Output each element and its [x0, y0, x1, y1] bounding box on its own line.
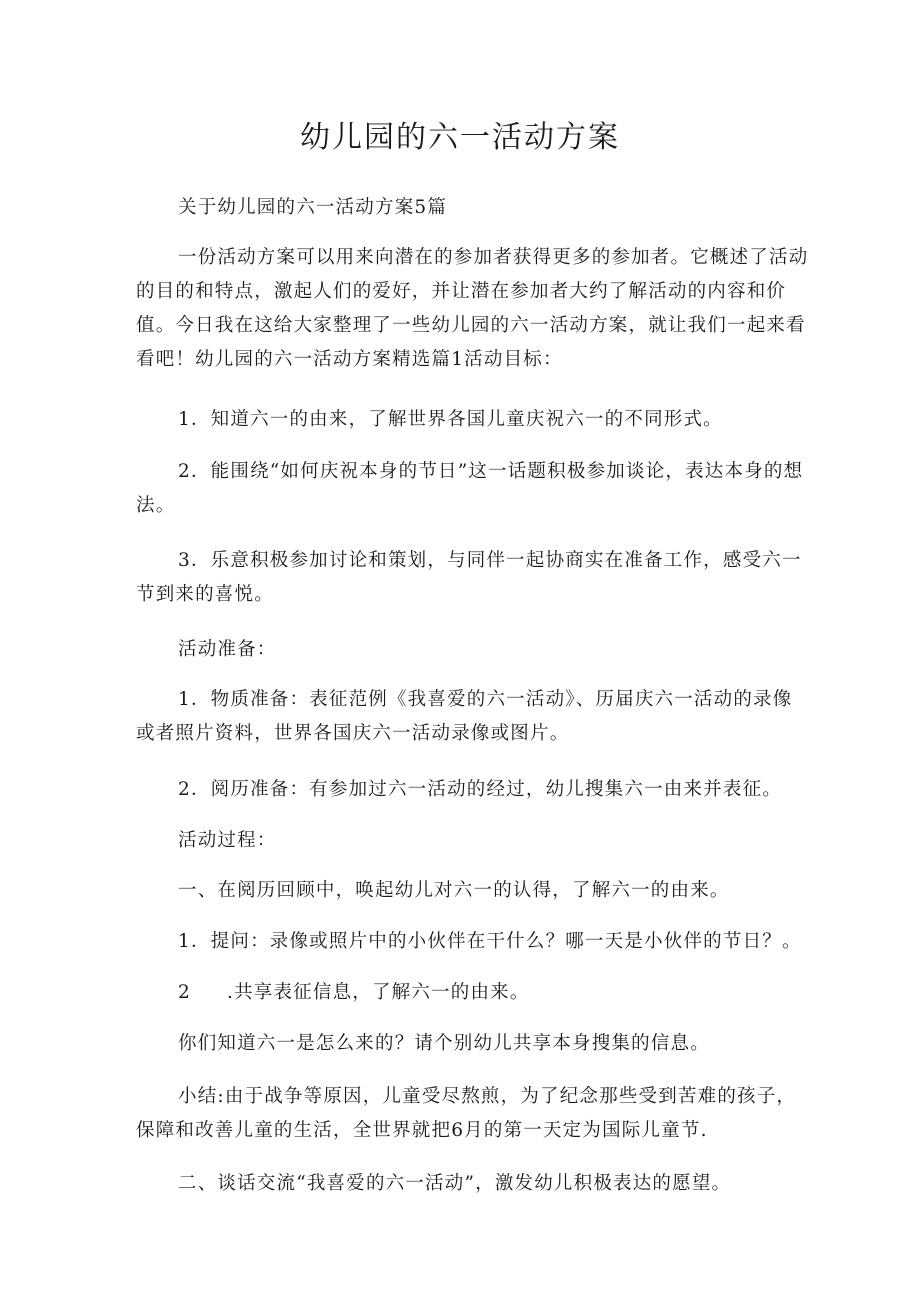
document-subtitle: 关于幼儿园的六一活动方案5篇 — [178, 197, 448, 218]
process-step-1: 一、在阅历回顾中，唤起幼儿对六一的认得，了解六一的由来。 — [178, 880, 730, 901]
preparation-item-1: 1．物质准备：表征范例《我喜爱的六一活动》、历届庆六一活动的录像或者照片资料，世界各国庆六一活动录像或图片。 — [136, 689, 793, 744]
summary-paragraph: 小结:由于战争等原因，儿童受尽熬煎，为了纪念那些受到苦难的孩子，保障和改善儿童的生活，全世界就把6月的第一天定为国际儿童节. — [136, 1086, 797, 1141]
process-step-2: 二、谈话交流“我喜爱的六一活动”，激发幼儿积极表达的愿望。 — [178, 1173, 732, 1194]
intro-paragraph: 一份活动方案可以用来向潜在的参加者获得更多的参加者。它概述了活动的目的和特点，激起人们的爱好，并让潜在参加者大约了解活动的内容和价值。今日我在这给大家整理了一些幼儿园的六一活动方案，就让我们一起来看看吧！幼儿园的六一活动方案精选篇1活动目标： — [136, 247, 809, 370]
goal-item-1: 1．知道六一的由来，了解世界各国儿童庆祝六一的不同形式。 — [178, 409, 723, 430]
section-heading-process: 活动过程： — [178, 830, 277, 851]
process-item-2 — [136, 976, 812, 1010]
question-paragraph: 你们知道六一是怎么来的？请个别幼儿共享本身搜集的信息。 — [178, 1033, 710, 1054]
process-item-1: 1．提问：录像或照片中的小伙伴在干什么？哪一天是小伙伴的节日？。 — [178, 931, 802, 952]
section-heading-preparation: 活动准备： — [178, 639, 277, 660]
goal-item-2: 2．能围绕“如何庆祝本身的节日”这一话题积极参加谈论，表达本身的想法。 — [136, 461, 804, 516]
page-title: 幼儿园的六一活动方案 — [300, 120, 620, 155]
preparation-item-2: 2．阅历准备：有参加过六一活动的经过，幼儿搜集六一由来并表征。 — [178, 779, 782, 800]
process-item-2-text: .共享表征信息，了解六一的由来。 — [226, 982, 530, 1003]
goal-item-3: 3．乐意积极参加讨论和策划，与同伴一起协商实在准备工作，感受六一节到来的喜悦。 — [136, 550, 802, 605]
process-item-2-number: 2 — [178, 982, 191, 1003]
